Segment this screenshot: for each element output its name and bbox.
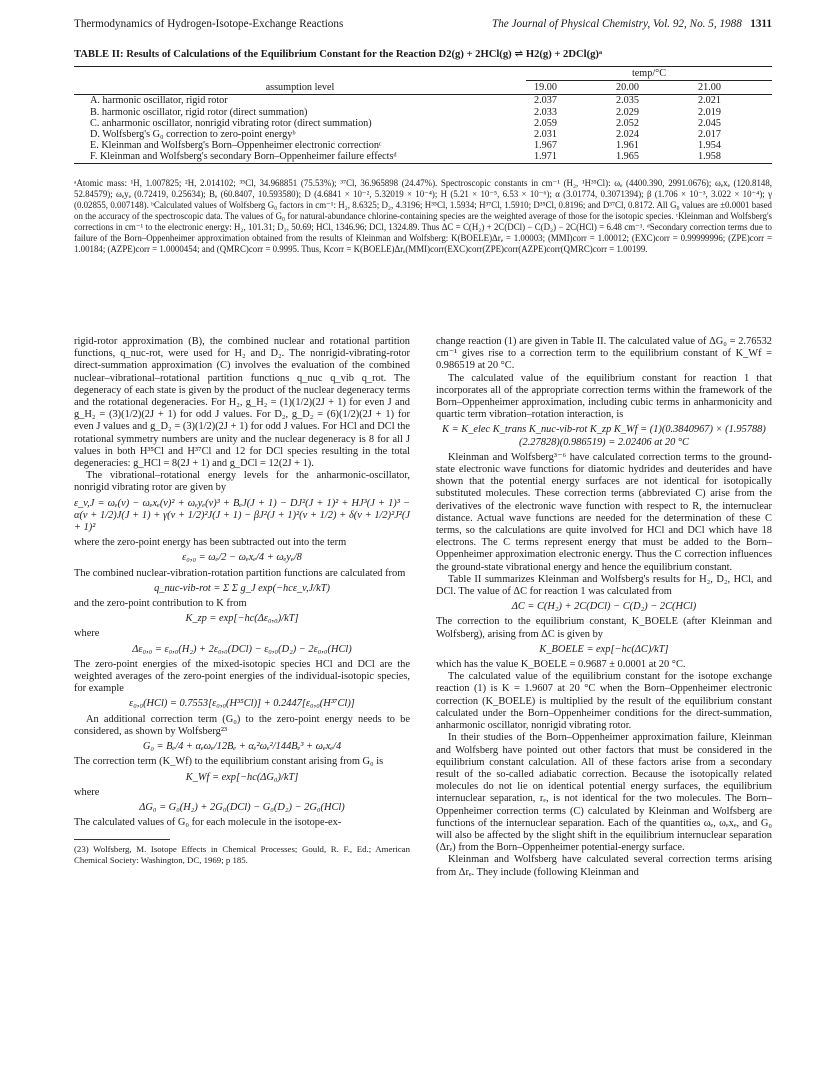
paragraph: Table II summarizes Kleinman and Wolfsberg's results for H₂, D₂, HCl, and DCl. The value of ΔC for reaction 1 was calculated from [436, 573, 772, 598]
paragraph: In their studies of the Born–Oppenheimer approximation failure, Kleinman and Wolfsberg have pointed out other factors that must be considered in the equilibrium constant calculation. All of these factors arise from a secondary result of the so-called adiabatic correction. Because the isotopically related molecules do not lie on identical potential energy surfaces, the equilibrium internuclear separation, rₑ, is not identical for the two molecules. The Born–Oppenheimer correction terms (C) calculated by Kleinman and Wolfsberg are functions of the internuclear separation. Each of the quantities ωₑ, ωₑxₑ, and G₀ will also be affected by the slight shift in the equilibrium internuclear separation (Δrₑ) from the Born–Oppenheimer potential-energy surface. [436, 732, 772, 854]
left-column [74, 336, 410, 865]
running-head-journal [492, 18, 772, 30]
temp-header-1: 20.00 [616, 82, 639, 94]
paragraph: The vibrational–rotational energy levels for the anharmonic-oscillator, nonrigid vibrating rotor are given by [74, 470, 410, 494]
results-table [74, 66, 772, 164]
paragraph: rigid-rotor approximation (B), the combined nuclear and rotational partition functions, q_nuc-rot, were used for H₂ and D₂. The nonrigid-vibrating-rotor direct-summation approximation (C) involves the evaluation of the combined nuclear–vibrational–rotational partition functions q_nuc q_vib q_rot. The degeneracy of each state is given by the product of the nuclear degeneracy terms and the rotational degeneracies. For H₂, g_H₂ = (1)(1/2)(2J + 1) for even J and g_H₂ = (3)(1/2)(2J + 1) for odd J values. For D₂, g_D₂ = (6)(1/2)(2J + 1) for even J values and g_D₂ = (3)(1/2)(2J + 1) for odd J values. For HCl and DCl the rotational symmetry numbers are unity and the nuclear degeneracy is 8 for all J values in both H³⁵Cl and H³⁷Cl and 12 for DCl species resulting in the total degeneracies: g_HCl = 8(2J + 1) and g_DCl = 12(2J + 1). [74, 336, 410, 470]
row-value: 1.961 [616, 140, 639, 152]
paragraph: An additional correction term (G₀) to the zero-point energy needs to be considered, as shown by Wolfsberg²³ [74, 713, 410, 737]
row-value: 2.033 [534, 106, 557, 118]
reference-23: (23) Wolfsberg, M. Isotope Effects in Chemical Processes; Gould, R. F., Ed.; American Chemical Society: Washington, DC, 1969; p 185. [74, 844, 410, 865]
paragraph: The correction term (K_Wf) to the equilibrium constant arising from G₀ is [74, 756, 384, 768]
row-value: 2.017 [698, 129, 721, 141]
where-label: where [74, 786, 100, 798]
row-value: 1.971 [534, 151, 557, 163]
table-label: TABLE II: [74, 49, 124, 60]
table-row [74, 129, 772, 140]
paragraph: The zero-point energies of the mixed-isotopic species HCl and DCl are the weighted averages of the zero-point energies of the individual-isotopic species, for example [74, 658, 410, 695]
header-blank [74, 67, 526, 81]
paragraph: Kleinman and Wolfsberg³⁻⁶ have calculated correction terms to the ground-state electronic wave functions for diatomic hydrides and deuterides and have shown that the potential energy surfaces are not identical for isotopically substituted molecules. These correction terms (abbreviated C) arise from the derivatives of the electronic wave function with respect to R, the internuclear distance. Actual wave functions are needed for the determination of these C terms, so the calculations are quite involved for HCl and DCl which have 18 electrons. The C terms represent energy that must be added to the Born–Oppenheimer approximation electronic energy. Thus the C correction influences the ground-state vibrational energy and hence the equilibrium constant. [436, 451, 772, 573]
table-row [74, 95, 772, 107]
running-head [74, 18, 772, 30]
page-number: 1311 [750, 18, 772, 30]
row-value: 2.021 [698, 95, 721, 107]
equation-kboele: K_BOELE = exp[−hc(ΔC)/kT] [539, 643, 669, 655]
row-value: 2.031 [534, 129, 557, 141]
assumption-level-header: assumption level [265, 81, 335, 93]
row-value: 1.967 [534, 140, 557, 152]
row-value: 1.958 [698, 151, 721, 163]
table-title: Results of Calculations of the Equilibrium Constant for the Reaction D2(g) + 2HCl(g) ⇌ H2(g) + 2DCl(g)ᵃ [126, 49, 603, 60]
paragraph: The calculated values of G₀ for each molecule in the isotope-ex- [74, 817, 342, 829]
row-label: E. Kleinman and Wolfsberg's Born–Oppenheimer electronic correctionᶜ [90, 140, 382, 152]
right-column [436, 336, 772, 879]
paragraph: Kleinman and Wolfsberg have calculated several correction terms arising from Δrₑ. They include (following Kleinman and [436, 854, 772, 878]
row-value: 2.019 [698, 106, 721, 118]
temp-header-0: 19.00 [534, 82, 557, 94]
temp-header-2: 21.00 [698, 82, 721, 94]
table-row [74, 140, 772, 151]
row-value: 2.024 [616, 129, 639, 141]
row-label: F. Kleinman and Wolfsberg's secondary Born–Oppenheimer failure effectsᵈ [90, 151, 397, 163]
paragraph: change reaction (1) are given in Table II. The calculated value of ΔG₀ = 2.76532 cm⁻¹ gives rise to a correction term to the equilibrium constant of K_Wf = 0.986519 at 20 °C. [436, 336, 772, 372]
row-value: 2.037 [534, 95, 557, 107]
row-value: 2.029 [616, 106, 639, 118]
equation-partition-function: q_nuc-vib-rot = Σ Σ g_J exp(−hcε_v,J/kT) [154, 582, 330, 594]
paragraph: The calculated value of the equilibrium constant for reaction 1 that incorporates all of the appropriate correction terms within the framework of the Born–Oppenheimer approximation, including cubic terms in anharmonicity and quartic term vibration–rotation interaction, is [436, 372, 772, 421]
equation-kzp: K_zp = exp[−hc(Δε₀,₀)/kT] [185, 613, 299, 625]
row-label: D. Wolfsberg's G₀ correction to zero-point energyᵇ [90, 129, 296, 141]
row-value: 1.965 [616, 151, 639, 163]
reference-divider [74, 839, 170, 840]
equation-delta-c: ΔC = C(H₂) + 2C(DCl) − C(D₂) − 2C(HCl) [511, 601, 697, 613]
journal-volume: Vol. 92, No. 5, 1988 [652, 18, 742, 30]
equation-g0: G₀ = Bₑ/4 + αₑωₑ/12Bₑ + αₑ²ωₑ²/144Bₑ³ + ωₑxₑ/4 [142, 741, 342, 753]
equation-delta-e00: Δε₀,₀ = ε₀,₀(H₂) + 2ε₀,₀(DCl) − ε₀,₀(D₂) − 2ε₀,₀(HCl) [132, 643, 352, 655]
paragraph: The combined nuclear-vibration-rotation partition functions are calculated from [74, 567, 406, 579]
equation-delta-g0: ΔG₀ = G₀(H₂) + 2G₀(DCl) − G₀(D₂) − 2G₀(HCl) [139, 801, 345, 813]
running-head-title: Thermodynamics of Hydrogen-Isotope-Exchange Reactions [74, 18, 344, 30]
equation-kwf: K_Wf = exp[−hc(ΔG₀)/kT] [185, 771, 299, 783]
table-row [74, 118, 772, 129]
row-label: A. harmonic oscillator, rigid rotor [90, 95, 228, 107]
row-value: 2.052 [616, 117, 639, 129]
row-label: B. harmonic oscillator, rigid rotor (direct summation) [90, 106, 308, 118]
row-value: 2.059 [534, 117, 557, 129]
row-label: C. anharmonic oscillator, nonrigid vibrating rotor (direct summation) [90, 117, 372, 129]
where-label: where [74, 628, 100, 640]
table-caption [74, 48, 772, 60]
table-row [74, 151, 772, 163]
journal-page [74, 0, 772, 1068]
paragraph: which has the value K_BOELE = 0.9687 ± 0.0001 at 20 °C. [436, 659, 686, 671]
table-row [74, 107, 772, 118]
equation-zero-point: ε₀,₀ = ωₑ/2 − ωₑxₑ/4 + ωₑyₑ/8 [182, 552, 302, 564]
journal-name: The Journal of Physical Chemistry, [491, 18, 651, 30]
row-value: 1.954 [698, 140, 721, 152]
table-footnote: ᵃAtomic mass: ¹H, 1.007825; ²H, 2.014102; ³⁵Cl, 34.968851 (75.53%); ³⁷Cl, 36.965898 (24.47%). Spectroscopic constants in cm⁻¹ (H₂, ¹H³⁵Cl): ωₑ (4400.390, 2991.0676); ωₑxₑ (120.8148, 52.84579); ωₑyₑ (0.72419, 0.25634); Bₑ (60.8407, 10.593580); D (4.6841 × 10⁻², 5.32019 × 10⁻⁴); H (5.21 × 10⁻⁵, 6.53 × 10⁻⁶); α (3.01774, 0.3071394); β (1.706 × 10⁻³, 3.022 × 10⁻⁴); γ (0.02855, 0.007148). ᵇCalculated values of Wolfsberg G₀ factors in cm⁻¹: H₂, 8.6325; D₂, 4.3196; H³⁵Cl, 1.5934; H³⁷Cl, 1.5910; D³⁵Cl, 0.8196; and D³⁷Cl, 0.8172. All G₀ values are ±0.0001 based on the accuracy of the spectroscopic data. The values of G₀ for natural-abundance chlorine-containing species are the weighted average of those for the isotopic species. ᶜKleinman and Wolfsberg's corrections in cm⁻¹ to the electronic energy: H₂, 101.31; D₂, 50.69; HCl, 1346.96; DCl, 1324.89. Thus ΔC = C(H₂) + 2C(DCl) − C(D₂) − 2C(HCl) = 6.48 cm⁻¹. ᵈSecondary correction terms due to failure of the Born–Oppenheimer approximation obtained from the results of Kleinman and Wolfsberg: K(BOELE)Δrₑ = 1.00003; (MMI)corr = 1.00012; (EXC)corr = 0.99999996; (ZPE)corr = 1.00184; (AZPE)corr = 1.0000454; and (QMRC)corr = 0.9995. Thus, Kcorr = K(BOELE)Δrₑ(MMI)corr(EXC)corr(ZPE)corr(AZPE)corr(QMRC)corr = 1.00199. [74, 178, 772, 254]
paragraph: and the zero-point contribution to K from [74, 598, 247, 610]
equation-k-total: K = K_elec K_trans K_nuc-vib-rot K_zp K_Wf = (1)(0.3840967) × (1.95788)(2.27828)(0.986519) = 2.02406 at 20 °C [442, 424, 766, 448]
paragraph: The correction to the equilibrium constant, K_BOELE (after Kleinman and Wolfsberg), arising from ΔC is given by [436, 616, 772, 640]
row-value: 2.035 [616, 95, 639, 107]
equation-energy-levels: ε_v,J = ωₑ(v) − ωₑxₑ(v)² + ωₑyₑ(v)³ + BₑJ(J + 1) − DJ²(J + 1)² + HJ³(J + 1)³ − α(v + 1/2)J(J + 1) + γ(v + 1/2)²J(J + 1) − βJ²(J + 1)²(v + 1/2) + δ(v + 1/2)²J²(J + 1)² [74, 497, 410, 534]
row-value: 2.045 [698, 117, 721, 129]
paragraph: where the zero-point energy has been subtracted out into the term [74, 537, 347, 549]
paragraph: The calculated value of the equilibrium constant for the isotope exchange reaction (1) is K = 1.9607 at 20 °C when the Born–Oppenheimer electronic correction (K_BOELE) is multiplied by the result of the equilibrium constant calculated under the Born–Oppenheimer conditions for the direct-summation, anharmonic oscillator, nonrigid vibrating rotor. [436, 671, 772, 732]
temp-group-header: temp/°C [526, 67, 772, 81]
equation-e00-hcl: ε₀,₀(HCl) = 0.7553[ε₀,₀(H³⁵Cl)] + 0.2447[ε₀,₀(H³⁷Cl)] [129, 698, 355, 710]
